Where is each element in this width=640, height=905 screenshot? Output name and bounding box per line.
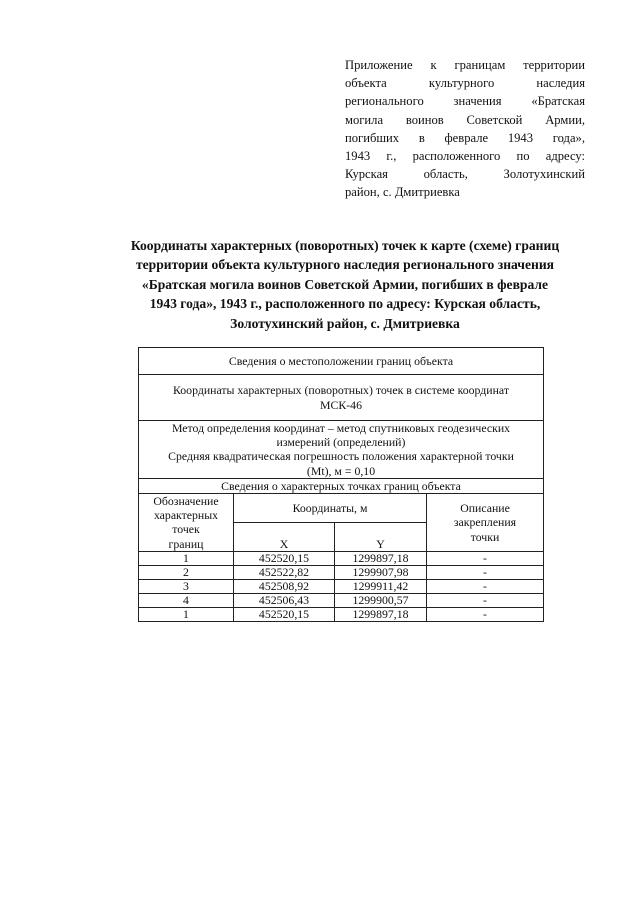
point-cell: 4 [139,593,234,607]
header-line: характерных точек [153,508,219,537]
point-cell: 1 [139,551,234,565]
title-line: Координаты характерных (поворотных) точек к карте (схеме) границ [130,238,560,253]
coordinate-system-line: Координаты характерных (поворотных) точек в системе координат [173,383,509,398]
appendix-line: регионального значения «Братская [345,94,585,109]
point-cell: 1 [139,607,234,621]
header-line: Обозначение [153,494,219,509]
description-cell: - [427,565,544,579]
coordinates-table [138,347,544,622]
coordinates-header: Координаты, м [234,494,427,523]
appendix-line: погибших в феврале 1943 года», [345,130,585,145]
title-line: территории объекта культурного наследия регионального значения [135,257,555,273]
table-row [139,421,544,479]
appendix-note [345,56,585,202]
header-line: закрепления [453,515,517,530]
table-row [139,607,544,621]
description-cell: - [427,593,544,607]
description-cell: - [427,607,544,621]
accuracy-line: (Mt), м = 0,10 [306,463,376,478]
document-title [92,236,598,333]
table-row [139,593,544,607]
description-header [427,494,544,552]
x-cell: 452508,92 [234,579,335,593]
header-line: границ [168,536,204,551]
description-cell: - [427,579,544,593]
x-cell: 452520,15 [234,607,335,621]
table-row [139,375,544,421]
point-cell: 3 [139,579,234,593]
location-header: Сведения о местоположении границ объекта [139,348,544,375]
x-cell: 452506,43 [234,593,335,607]
y-cell: 1299897,18 [335,551,427,565]
table-header-row [139,494,544,523]
header-line: точки [470,529,500,544]
appendix-line: Приложение к границам территории [345,58,585,72]
table-row [139,565,544,579]
designation-header [139,494,234,552]
y-cell: 1299907,98 [335,565,427,579]
appendix-line: объекта культурного наследия [345,76,585,91]
table-row [139,478,544,493]
accuracy-line: Средняя квадратическая погрешность положения характерной точки [168,449,514,464]
points-header: Сведения о характерных точках границ объекта [139,478,544,493]
coordinate-system-cell [139,375,544,421]
appendix-line: район, с. Дмитриевка [345,185,460,200]
method-line: Метод определения координат – метод спутниковых геодезических [171,421,511,435]
title-line: 1943 года», 1943 г., расположенного по адресу: Курская область, [149,296,541,312]
appendix-line: 1943 г., расположенного по адресу: [345,149,585,164]
appendix-line: Курская область, Золотухинский [345,167,585,182]
y-cell: 1299900,57 [335,593,427,607]
y-cell: 1299897,18 [335,607,427,621]
method-line: измерений (определений) [276,435,406,450]
y-header: Y [335,522,427,551]
header-line: Описание [460,501,510,516]
description-cell: - [427,551,544,565]
title-line: Золотухинский район, с. Дмитриевка [230,315,460,331]
table-row [139,579,544,593]
method-cell [139,421,544,479]
x-cell: 452522,82 [234,565,335,579]
y-cell: 1299911,42 [335,579,427,593]
coordinate-system-name: МСК-46 [320,397,362,412]
x-cell: 452520,15 [234,551,335,565]
x-header: X [234,522,335,551]
appendix-line: могила воинов Советской Армии, [345,112,585,127]
point-cell: 2 [139,565,234,579]
title-line: «Братская могила воинов Советской Армии, погибших в феврале [141,276,549,292]
table-row [139,551,544,565]
table-row [139,348,544,375]
